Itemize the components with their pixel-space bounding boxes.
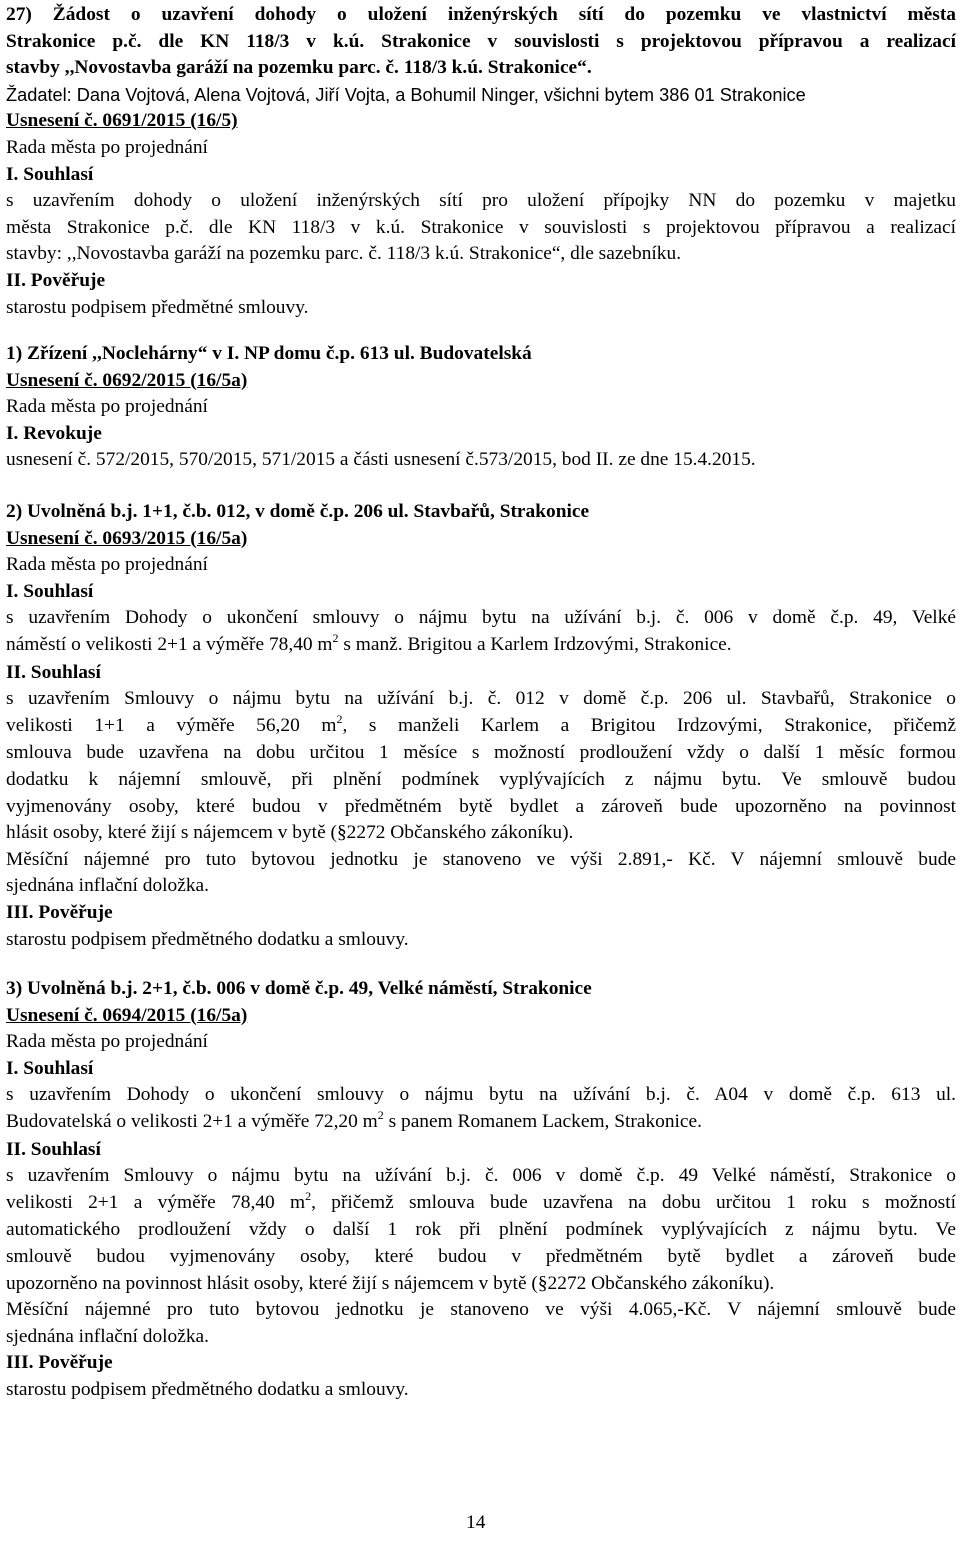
section-heading: I. Souhlasí — [6, 163, 94, 185]
superscript: 2 — [305, 1188, 312, 1203]
paragraph-line — [6, 1109, 956, 1137]
superscript: 2 — [336, 711, 343, 726]
paragraph-line: upozorněno na povinnost hlásit osoby, které žijí s nájemcem v bytě (§2272 Občanského zákoníku). — [6, 1272, 775, 1294]
section-heading: II. Pověřuje — [6, 269, 106, 291]
paragraph-line: s uzavřením Smlouvy o nájmu bytu na užívání b.j. č. 006 v domě č.p. 49 Velké náměstí, Strakonice o — [6, 1165, 956, 1187]
paragraph-line: smlouvě budou vyjmenovány osoby, které budou v předmětném bytě bydlet a zároveň bude — [6, 1245, 956, 1267]
section-heading: I. Revokuje — [6, 422, 102, 444]
section-heading: III. Pověřuje — [6, 901, 113, 923]
paragraph-line: starostu podpisem předmětného dodatku a smlouvy. — [6, 928, 409, 950]
text-span: náměstí o velikosti 2+1 a výměře 78,40 m — [6, 633, 333, 655]
text-span: s manž. Brigitou a Karlem Irdzovými, Strakonice. — [338, 633, 732, 655]
paragraph-line: Měsíční nájemné pro tuto bytovou jednotku je stanoveno ve výši 4.065,-Kč. V nájemní smlouvě bude — [6, 1299, 956, 1321]
paragraph-line: automatického prodloužení vždy o další 1 rok při plnění podmínek vyplývajících z nájmu bytu. Ve — [6, 1219, 956, 1241]
council-line: Rada města po projednání — [6, 554, 208, 576]
resolution-number: Usnesení č. 0692/2015 (16/5a) — [6, 369, 248, 391]
paragraph-line: vyjmenovány osoby, které budou v předmětném bytě bydlet a zároveň bude upozorněno na povinnost — [6, 795, 956, 817]
section-heading: II. Souhlasí — [6, 661, 101, 683]
page-number: 14 — [466, 1512, 486, 1533]
section-heading: III. Pověřuje — [6, 1352, 113, 1374]
item-27-section — [6, 2, 956, 321]
paragraph-line: s uzavřením Dohody o ukončení smlouvy o nájmu bytu na užívání b.j. č. 006 v domě č.p. 49, Velké — [6, 607, 956, 629]
section-heading: I. Souhlasí — [6, 1057, 94, 1079]
paragraph-line: s uzavřením dohody o uložení inženýrských sítí pro uložení přípojky NN do pozemku v majetku — [6, 190, 956, 212]
text-span: , s manželi Karlem a Brigitou Irdzovými, Strakonice, přičemž — [342, 714, 956, 736]
paragraph-line: sjednána inflační doložka. — [6, 1325, 209, 1347]
resolution-number: Usnesení č. 0693/2015 (16/5a) — [6, 527, 248, 549]
paragraph-line: dodatku k nájemní smlouvě, při plnění podmínek vyplývajících z nájmu bytu. Ve smlouvě budou — [6, 768, 956, 790]
paragraph-line: stavby: ,,Novostavba garáží na pozemku parc. č. 118/3 k.ú. Strakonice“, dle sazebníku. — [6, 243, 682, 265]
item-2-title: 2) Uvolněná b.j. 1+1, č.b. 012, v domě č.p. 206 ul. Stavbařů, Strakonice — [6, 501, 590, 522]
superscript: 2 — [332, 630, 339, 645]
paragraph-line: Měsíční nájemné pro tuto bytovou jednotku je stanoveno ve výši 2.891,- Kč. V nájemní smlouvě bude — [6, 848, 956, 870]
item-1-title: 1) Zřízení ,,Noclehárny“ v I. NP domu č.p. 613 ul. Budovatelská — [6, 343, 532, 364]
item-3-section — [6, 976, 956, 1404]
text-span: s panem Romanem Lackem, Strakonice. — [383, 1110, 702, 1132]
paragraph-line — [6, 632, 956, 660]
text-span: Budovatelská o velikosti 2+1 a výměře 72,20 m — [6, 1110, 378, 1132]
applicant-line: Žadatel: Dana Vojtová, Alena Vojtová, Jiří Vojta, a Bohumil Ninger, všichni bytem 386 01 Strakonice — [6, 84, 806, 105]
paragraph-line — [6, 713, 956, 741]
superscript: 2 — [377, 1107, 384, 1122]
text-span: velikosti 1+1 a výměře 56,20 m — [6, 714, 337, 736]
paragraph-line: s uzavřením Smlouvy o nájmu bytu na užívání b.j. č. 012 v domě č.p. 206 ul. Stavbařů, Strakonice o — [6, 688, 956, 710]
paragraph-line: hlásit osoby, které žijí s nájemcem v bytě (§2272 Občanského zákoníku). — [6, 822, 574, 844]
item-27-title-line: Strakonice p.č. dle KN 118/3 v k.ú. Strakonice v souvislosti s projektovou přípravou a realizací — [6, 30, 956, 52]
item-1-section — [6, 341, 956, 474]
paragraph-line: smlouva bude uzavřena na dobu určitou 1 měsíce s možností prodloužení vždy o další 1 měsíc formou — [6, 742, 956, 764]
paragraph-line: sjednána inflační doložka. — [6, 875, 209, 897]
paragraph-line: usnesení č. 572/2015, 570/2015, 571/2015 a části usnesení č.573/2015, bod II. ze dne 15.4.2015. — [6, 449, 756, 471]
paragraph-line: starostu podpisem předmětného dodatku a smlouvy. — [6, 1378, 409, 1400]
item-27-title-line: stavby ,,Novostavba garáží na pozemku parc. č. 118/3 k.ú. Strakonice“. — [6, 57, 592, 79]
section-heading: I. Souhlasí — [6, 580, 94, 602]
paragraph-line: města Strakonice p.č. dle KN 118/3 v k.ú. Strakonice v souvislosti s projektovou přípravou a realizací — [6, 216, 956, 238]
section-heading: II. Souhlasí — [6, 1138, 101, 1160]
council-line: Rada města po projednání — [6, 136, 208, 158]
paragraph-line: s uzavřením Dohody o ukončení smlouvy o nájmu bytu na užívání b.j. č. A04 v domě č.p. 613 ul. — [6, 1084, 956, 1106]
item-2-section — [6, 499, 956, 953]
resolution-number: Usnesení č. 0691/2015 (16/5) — [6, 110, 238, 132]
resolution-number: Usnesení č. 0694/2015 (16/5a) — [6, 1004, 248, 1026]
item-27-title-line: 27) Žádost o uzavření dohody o uložení inženýrských sítí do pozemku ve vlastnictví města — [6, 4, 956, 25]
paragraph-line: starostu podpisem předmětné smlouvy. — [6, 296, 309, 318]
text-span: , přičemž smlouva bude uzavřena na dobu určitou 1 roku s možností — [311, 1191, 956, 1213]
item-3-title: 3) Uvolněná b.j. 2+1, č.b. 006 v domě č.p. 49, Velké náměstí, Strakonice — [6, 978, 592, 999]
council-line: Rada města po projednání — [6, 396, 208, 418]
paragraph-line — [6, 1190, 956, 1218]
text-span: velikosti 2+1 a výměře 78,40 m — [6, 1191, 306, 1213]
council-line: Rada města po projednání — [6, 1031, 208, 1053]
